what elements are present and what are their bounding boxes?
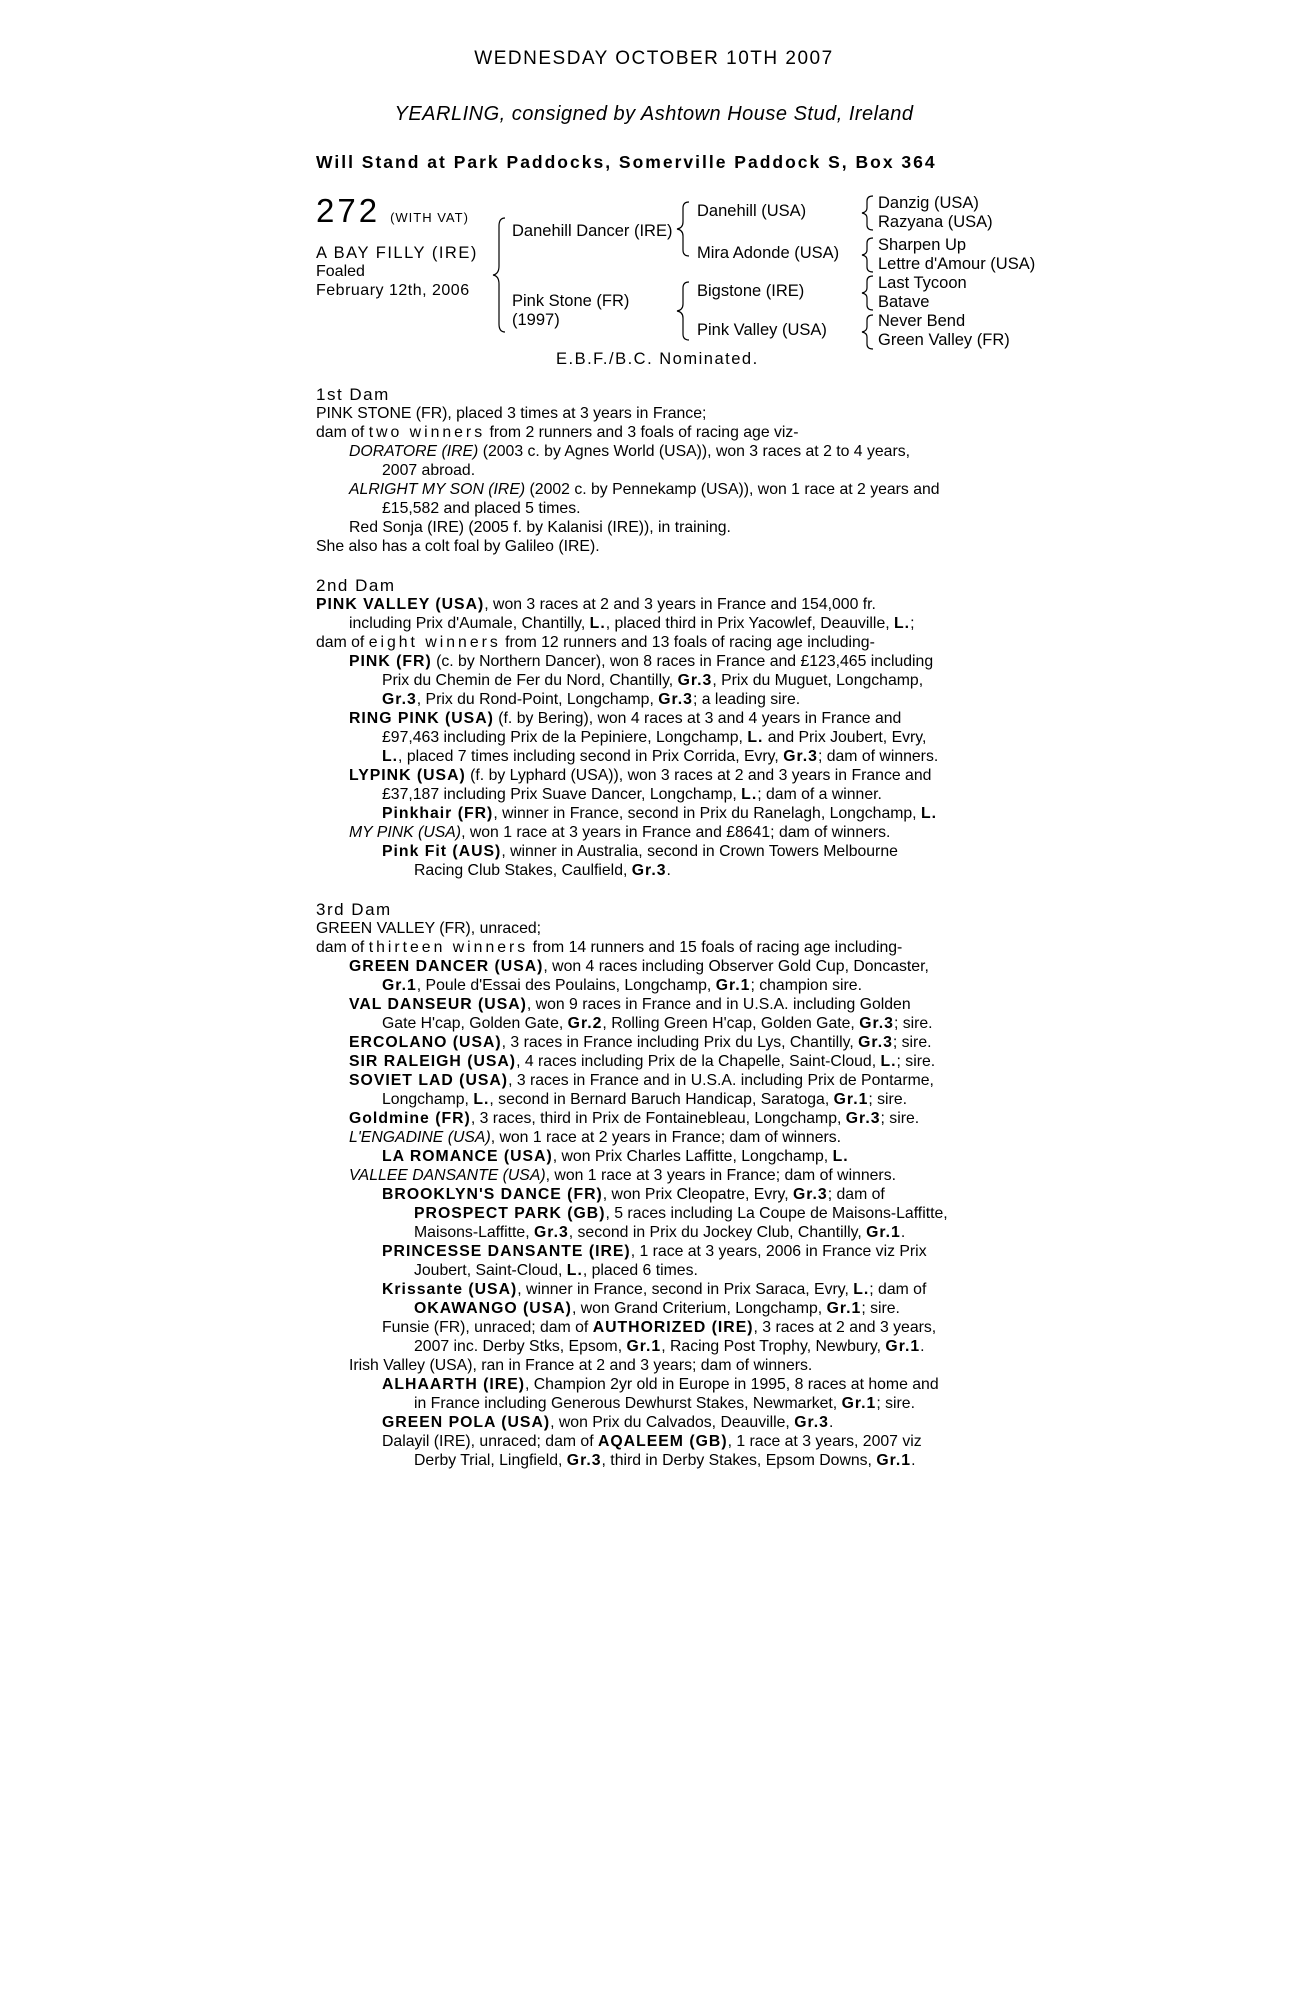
race-grade: L. [894, 615, 911, 632]
stand-location: Will Stand at Park Paddocks, Somerville Paddock S, Box 364 [316, 152, 937, 172]
text: . [828, 1414, 834, 1431]
progeny-name: Krissante (USA) [382, 1281, 518, 1298]
text: ; dam of [869, 1281, 927, 1298]
text: , placed 6 times. [582, 1262, 698, 1279]
text: (2002 c. by Pennekamp (USA)), won 1 race at 2 years and [525, 481, 940, 498]
progeny-entry [316, 1432, 1096, 1451]
race-grade: Gr.1 [715, 977, 751, 994]
race-grade: Gr.1 [885, 1338, 921, 1355]
race-grade: Gr.3 [658, 691, 693, 708]
progeny-name: PROSPECT PARK (GB) [414, 1205, 606, 1222]
text: . [666, 862, 671, 879]
third-dam-summary [316, 938, 1096, 957]
progeny-entry: Irish Valley (USA), ran in France at 2 and 3 years; dam of winners. [349, 1357, 813, 1374]
pedigree-dam-dam: Pink Valley (USA) [697, 321, 827, 339]
text: , placed 7 times including second in Prix Corrida, Evry, [398, 748, 784, 765]
progeny-entry [316, 1280, 1096, 1299]
race-grade: Gr.3 [859, 1015, 894, 1032]
pedigree-brace-dam [674, 280, 694, 342]
pedigree-sire-dam: Mira Adonde (USA) [697, 244, 840, 262]
progeny-name: BROOKLYN'S DANCE (FR) [382, 1186, 603, 1203]
text: in France including Generous Dewhurst Stakes, Newmarket, [414, 1395, 842, 1412]
progeny-entry [316, 1299, 1096, 1318]
progeny-name: GREEN POLA (USA) [382, 1414, 551, 1431]
pedigree-dsd: Batave [878, 293, 930, 311]
text: , placed third in Prix Yacowlef, Deauville, [605, 615, 895, 632]
pedigree-dam-year: (1997) [512, 311, 560, 329]
race-grade: Gr.1 [866, 1224, 901, 1241]
pedigree-ssd: Razyana (USA) [878, 213, 993, 231]
progeny-entry [316, 1242, 1096, 1261]
text: , Poule d'Essai des Poulains, Longchamp, [416, 977, 716, 994]
text: , second in Bernard Baruch Handicap, Saratoga, [489, 1091, 834, 1108]
text: ; dam of [827, 1186, 885, 1203]
progeny-cont [316, 747, 1096, 766]
race-grade: L. [382, 748, 399, 765]
race-grade: L. [920, 805, 937, 822]
text: and Prix Joubert, Evry, [763, 729, 927, 746]
pedigree-brace-ds [858, 274, 878, 312]
text: , won Prix du Calvados, Deauville, [550, 1414, 795, 1431]
text: from 14 runners and 15 foals of racing age including- [528, 939, 903, 956]
text: , winner in Australia, second in Crown Towers Melbourne [501, 843, 898, 860]
text: (2003 c. by Agnes World (USA)), won 3 races at 2 to 4 years, [478, 443, 910, 460]
text: from 2 runners and 3 foals of racing age viz- [485, 424, 799, 441]
progeny-entry [316, 480, 1096, 499]
race-grade: Gr.1 [382, 977, 417, 994]
progeny-entry [316, 652, 1096, 671]
text: ; [910, 615, 915, 632]
text: , won 1 race at 2 years in France; dam of winners. [490, 1129, 842, 1146]
text: , 4 races including Prix de la Chapelle, Saint-Cloud, [516, 1053, 881, 1070]
race-grade: Gr.3 [783, 748, 818, 765]
lot-number [316, 192, 469, 230]
text: , won 1 race at 3 years in France; dam of winners. [545, 1167, 896, 1184]
dam-details [316, 385, 1096, 1470]
progeny-entry [316, 1204, 1096, 1223]
race-grade: Gr.3 [794, 1414, 829, 1431]
text: (f. by Lyphard (USA)), won 3 races at 2 and 3 years in France and [465, 767, 932, 784]
pedigree-sire-sire: Danehill (USA) [697, 202, 807, 220]
text: Derby Trial, Lingfield, [414, 1452, 567, 1469]
race-grade: Gr.1 [826, 1300, 862, 1317]
text: ; sire. [876, 1395, 915, 1412]
race-grade: L. [832, 1148, 849, 1165]
winners-count: two winners [368, 424, 486, 441]
progeny-cont: 2007 abroad. [382, 462, 476, 479]
progeny-name: PINK (FR) [349, 653, 432, 670]
text: 2007 inc. Derby Stks, Epsom, [414, 1338, 627, 1355]
progeny-name: Pinkhair (FR) [382, 805, 494, 822]
text: Gate H'cap, Golden Gate, [382, 1015, 568, 1032]
progeny-entry [316, 709, 1096, 728]
progeny-entry [316, 1052, 1096, 1071]
progeny-entry [316, 1166, 1096, 1185]
pedigree-brace-ss [858, 194, 878, 232]
pedigree-brace-dd [858, 313, 878, 351]
text: , won 1 race at 3 years in France and £8641; dam of winners. [461, 824, 891, 841]
progeny-entry [316, 842, 1096, 861]
progeny-name: L'ENGADINE (USA) [349, 1129, 491, 1146]
text: Prix du Chemin de Fer du Nord, Chantilly, [382, 672, 678, 689]
text: from 12 runners and 13 foals of racing age including- [500, 634, 875, 651]
text: Longchamp, [382, 1091, 474, 1108]
text: (f. by Bering), won 4 races at 3 and 4 years in France and [493, 710, 902, 727]
pedigree-sss: Danzig (USA) [878, 194, 979, 212]
text: ; dam of a winner. [757, 786, 882, 803]
text: ; a leading sire. [692, 691, 801, 708]
text: , won Prix Cleopatre, Evry, [602, 1186, 793, 1203]
race-grade: L. [589, 615, 606, 632]
progeny-name: MY PINK (USA) [349, 824, 462, 841]
text: ; sire. [861, 1300, 900, 1317]
progeny-name: VAL DANSEUR (USA) [349, 996, 527, 1013]
progeny-cont [316, 1261, 1096, 1280]
text: , winner in France, second in Prix Saraca, Evry, [517, 1281, 854, 1298]
text: ; sire. [892, 1034, 932, 1051]
race-grade: L. [880, 1053, 897, 1070]
race-grade: L. [741, 786, 758, 803]
text: dam of [316, 939, 369, 956]
foaled-date: February 12th, 2006 [316, 282, 470, 299]
race-grade: Gr.3 [845, 1110, 881, 1127]
progeny-cont [316, 690, 1096, 709]
text: ; sire. [896, 1053, 936, 1070]
race-grade: Gr.1 [876, 1452, 912, 1469]
pedigree-dam-sire: Bigstone (IRE) [697, 282, 805, 300]
progeny-name: AUTHORIZED (IRE) [592, 1319, 754, 1336]
progeny-cont [316, 976, 1096, 995]
progeny-name: VALLEE DANSANTE (USA) [349, 1167, 546, 1184]
text: . [900, 1224, 906, 1241]
text: , 1 race at 3 years, 2006 in France viz Prix [630, 1243, 927, 1260]
third-dam-heading: 3rd Dam [316, 900, 392, 919]
first-dam-line: PINK STONE (FR), placed 3 times at 3 years in France; [316, 405, 707, 422]
text: , 5 races including La Coupe de Maisons-Laffitte, [605, 1205, 948, 1222]
progeny-name: LA ROMANCE (USA) [382, 1148, 553, 1165]
second-dam-cont [316, 614, 1096, 633]
pedigree-sire: Danehill Dancer (IRE) [512, 222, 673, 240]
lot-subtitle: YEARLING, consigned by Ashtown House Stud, Ireland [394, 103, 914, 125]
progeny-entry: Red Sonja (IRE) (2005 f. by Kalanisi (IRE)), in training. [349, 519, 731, 536]
text: , won Grand Criterium, Longchamp, [571, 1300, 827, 1317]
text: , Champion 2yr old in Europe in 1995, 8 races at home and [525, 1376, 939, 1393]
progeny-name: ERCOLANO (USA) [349, 1034, 502, 1051]
progeny-entry [316, 1375, 1096, 1394]
progeny-entry [316, 823, 1096, 842]
progeny-entry [316, 1413, 1096, 1432]
progeny-cont: £15,582 and placed 5 times. [382, 500, 581, 517]
pedigree-ddd: Green Valley (FR) [878, 331, 1010, 349]
text: , won 9 races in France and in U.S.A. including Golden [526, 996, 911, 1013]
text: ; sire. [880, 1110, 920, 1127]
progeny-name: PRINCESSE DANSANTE (IRE) [382, 1243, 631, 1260]
dam-name: PINK VALLEY (USA) [316, 596, 485, 613]
race-grade: Gr.3 [566, 1452, 602, 1469]
text: . [911, 1452, 916, 1469]
text: , Racing Post Trophy, Newbury, [661, 1338, 886, 1355]
progeny-name: DORATORE (IRE) [349, 443, 479, 460]
race-grade: L. [747, 729, 764, 746]
foaled-label: Foaled [316, 263, 365, 280]
progeny-cont [316, 1090, 1096, 1109]
progeny-name: SOVIET LAD (USA) [349, 1072, 509, 1089]
text: , won Prix Charles Laffitte, Longchamp, [552, 1148, 833, 1165]
progeny-entry [316, 804, 1096, 823]
race-grade: Gr.1 [833, 1091, 869, 1108]
progeny-name: OKAWANGO (USA) [414, 1300, 572, 1317]
text: including Prix d'Aumale, Chantilly, [349, 615, 590, 632]
nomination-note: E.B.F./B.C. Nominated. [556, 350, 759, 368]
pedigree-dds: Never Bend [878, 312, 966, 330]
text: . [920, 1338, 925, 1355]
pedigree-sds: Sharpen Up [878, 236, 967, 254]
progeny-entry [316, 1128, 1096, 1147]
lot-number-value: 272 [316, 192, 381, 229]
progeny-cont [316, 861, 1096, 880]
pedigree-sdd: Lettre d'Amour (USA) [878, 255, 1036, 273]
text: (c. by Northern Dancer), won 8 races in France and £123,465 including [431, 653, 934, 670]
second-dam-summary [316, 633, 1096, 652]
text: , won 3 races at 2 and 3 years in France and 154,000 fr. [484, 596, 876, 613]
text: , Rolling Green H'cap, Golden Gate, [602, 1015, 860, 1032]
pedigree-dam: Pink Stone (FR) [512, 292, 630, 310]
text: £97,463 including Prix de la Pepiniere, Longchamp, [382, 729, 748, 746]
second-dam-line [316, 595, 1096, 614]
progeny-entry [316, 1109, 1096, 1128]
race-grade: L. [473, 1091, 490, 1108]
race-grade: Gr.3 [792, 1186, 828, 1203]
progeny-name: Pink Fit (AUS) [382, 843, 502, 860]
progeny-name: LYPINK (USA) [349, 767, 466, 784]
text: Funsie (FR), unraced; dam of [382, 1319, 593, 1336]
progeny-cont [316, 785, 1096, 804]
sale-date: WEDNESDAY OCTOBER 10TH 2007 [474, 48, 834, 69]
text: , 3 races at 2 and 3 years, [753, 1319, 937, 1336]
race-grade: L. [853, 1281, 870, 1298]
race-grade: Gr.1 [841, 1395, 877, 1412]
text: , second in Prix du Jockey Club, Chantilly, [568, 1224, 867, 1241]
second-dam-heading: 2nd Dam [316, 576, 396, 595]
first-dam-heading: 1st Dam [316, 385, 390, 404]
progeny-entry [316, 995, 1096, 1014]
progeny-cont [316, 1451, 1096, 1470]
text: , 3 races in France and in U.S.A. including Prix de Pontarme, [508, 1072, 934, 1089]
text: ; sire. [893, 1015, 933, 1032]
pedigree-brace-sire [674, 200, 694, 258]
first-dam-note: She also has a colt foal by Galileo (IRE). [316, 538, 600, 555]
text: £37,187 including Prix Suave Dancer, Longchamp, [382, 786, 742, 803]
progeny-cont [316, 1394, 1096, 1413]
race-grade: Gr.3 [382, 691, 417, 708]
progeny-entry [316, 1318, 1096, 1337]
progeny-entry [316, 442, 1096, 461]
progeny-cont [316, 1337, 1096, 1356]
lot-name: A BAY FILLY (IRE) [316, 244, 478, 262]
progeny-cont [316, 1223, 1096, 1242]
progeny-name: SIR RALEIGH (USA) [349, 1053, 517, 1070]
progeny-entry [316, 957, 1096, 976]
progeny-entry [316, 1185, 1096, 1204]
race-grade: L. [566, 1262, 583, 1279]
text: Dalayil (IRE), unraced; dam of [382, 1433, 598, 1450]
pedigree-brace-sd [858, 236, 878, 274]
text: , Prix du Rond-Point, Longchamp, [416, 691, 659, 708]
text: , Prix du Muguet, Longchamp, [712, 672, 924, 689]
first-dam-summary [316, 423, 1096, 442]
text: , won 4 races including Observer Gold Cup, Doncaster, [543, 958, 929, 975]
progeny-entry [316, 1071, 1096, 1090]
race-grade: Gr.2 [567, 1015, 603, 1032]
text: , 3 races, third in Prix de Fontainebleau, Longchamp, [470, 1110, 846, 1127]
progeny-cont [316, 1014, 1096, 1033]
vat-note: (WITH VAT) [390, 210, 469, 225]
progeny-name: ALHAARTH (IRE) [382, 1376, 525, 1393]
progeny-entry [316, 766, 1096, 785]
race-grade: Gr.1 [626, 1338, 662, 1355]
text: Joubert, Saint-Cloud, [414, 1262, 567, 1279]
progeny-name: RING PINK (USA) [349, 710, 494, 727]
text: , 3 races in France including Prix du Lys, Chantilly, [501, 1034, 859, 1051]
race-grade: Gr.3 [631, 862, 667, 879]
progeny-entry [316, 1033, 1096, 1052]
progeny-name: GREEN DANCER (USA) [349, 958, 544, 975]
text: Maisons-Laffitte, [414, 1224, 534, 1241]
progeny-cont [316, 671, 1096, 690]
pedigree-dss: Last Tycoon [878, 274, 967, 292]
progeny-name: ALRIGHT MY SON (IRE) [349, 481, 526, 498]
text: , third in Derby Stakes, Epsom Downs, [601, 1452, 877, 1469]
text: Racing Club Stakes, Caulfield, [414, 862, 632, 879]
text: , winner in France, second in Prix du Ranelagh, Longchamp, [493, 805, 921, 822]
text: dam of [316, 424, 369, 441]
pedigree-brace-main [490, 216, 510, 334]
winners-count: eight winners [368, 634, 501, 651]
race-grade: Gr.3 [534, 1224, 569, 1241]
progeny-name: AQALEEM (GB) [597, 1433, 728, 1450]
race-grade: Gr.3 [858, 1034, 893, 1051]
text: ; champion sire. [750, 977, 862, 994]
text: ; dam of winners. [817, 748, 939, 765]
text: , 1 race at 3 years, 2007 viz [727, 1433, 922, 1450]
race-grade: Gr.3 [677, 672, 713, 689]
progeny-entry [316, 1147, 1096, 1166]
third-dam-line: GREEN VALLEY (FR), unraced; [316, 920, 542, 937]
progeny-name: Goldmine (FR) [349, 1110, 471, 1127]
text: dam of [316, 634, 369, 651]
text: ; sire. [868, 1091, 907, 1108]
winners-count: thirteen winners [368, 939, 529, 956]
progeny-cont [316, 728, 1096, 747]
